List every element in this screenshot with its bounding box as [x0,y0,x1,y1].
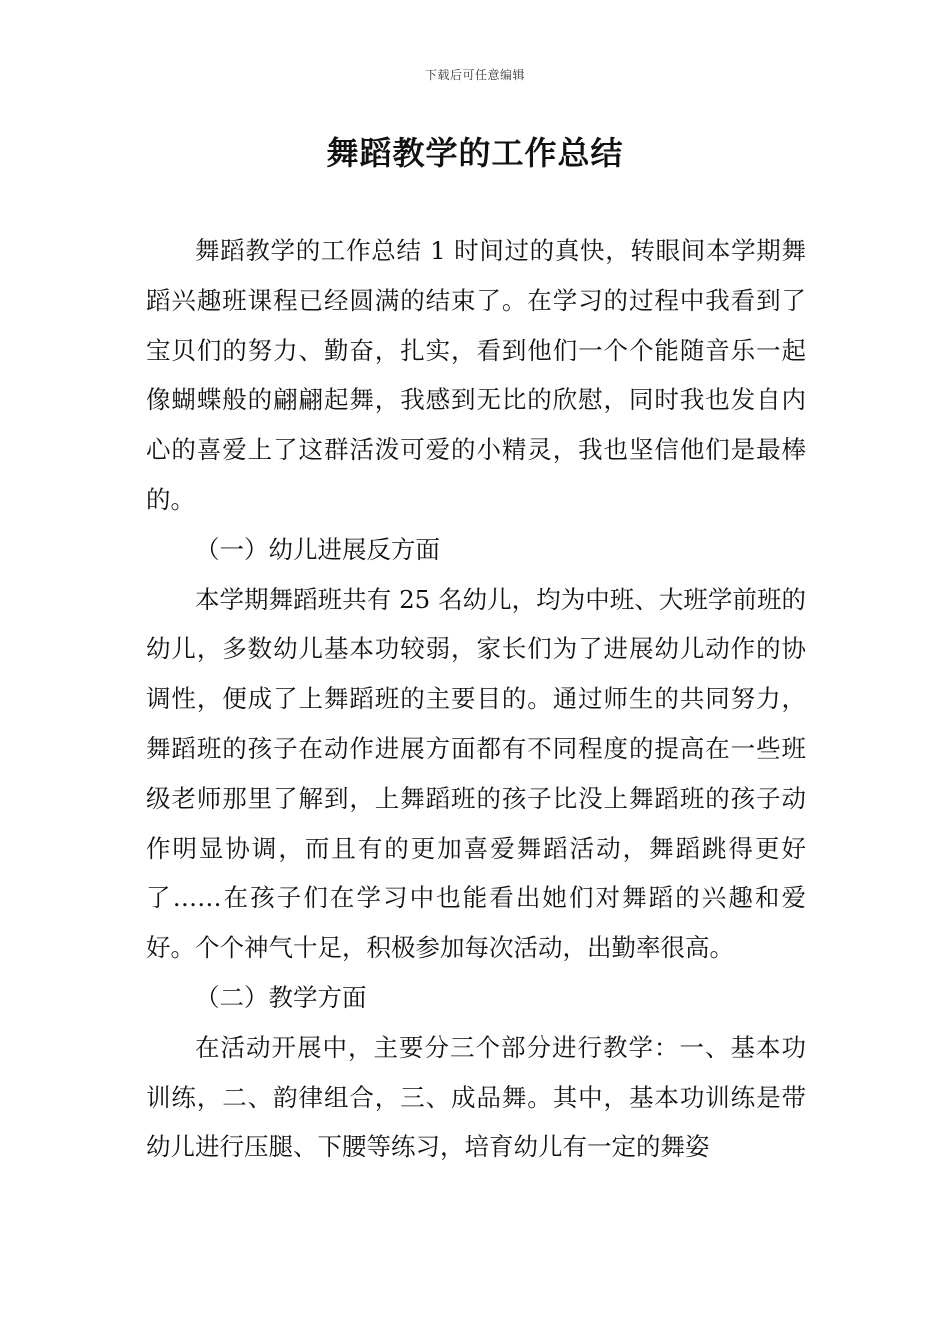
page-header-note: 下载后可任意编辑 [424,68,525,82]
section-heading-teaching: （二）教学方面 [195,982,367,1012]
document-title: 舞蹈教学的工作总结 [326,134,624,172]
document-body [146,226,806,1172]
paragraph-children-progress: 本学期舞蹈班共有 25 名幼儿，均为中班、大班学前班的幼儿，多数幼儿基本功较弱，家长们为了进展幼儿动作的协调性，便成了上舞蹈班的主要目的。通过师生的共同努力，舞蹈班的孩子在动作进展方面都有不同程度的提高在一些班级老师那里了解到，上舞蹈班的孩子比没上舞蹈班的孩子动作明显协调，而且有的更加喜爱舞蹈活动，舞蹈跳得更好了……在孩子们在学习中也能看出她们对舞蹈的兴趣和爱好。个个神气十足，积极参加每次活动，出勤率很高。 [146,584,806,963]
paragraph-intro: 舞蹈教学的工作总结 1 时间过的真快，转眼间本学期舞蹈兴趣班课程已经圆满的结束了。在学习的过程中我看到了宝贝们的努力、勤奋，扎实，看到他们一个个能随音乐一起像蝴蝶般的翩翩起舞，我感到无比的欣慰，同时我也发自内心的喜爱上了这群活泼可爱的小精灵，我也坚信他们是最棒的。 [146,236,806,514]
paragraph-teaching: 在活动开展中，主要分三个部分进行教学：一、基本功训练，二、韵律组合，三、成品舞。其中，基本功训练是带幼儿进行压腿、下腰等练习，培育幼儿有一定的舞姿 [146,1032,806,1162]
section-heading-children-progress: （一）幼儿进展反方面 [195,534,440,564]
